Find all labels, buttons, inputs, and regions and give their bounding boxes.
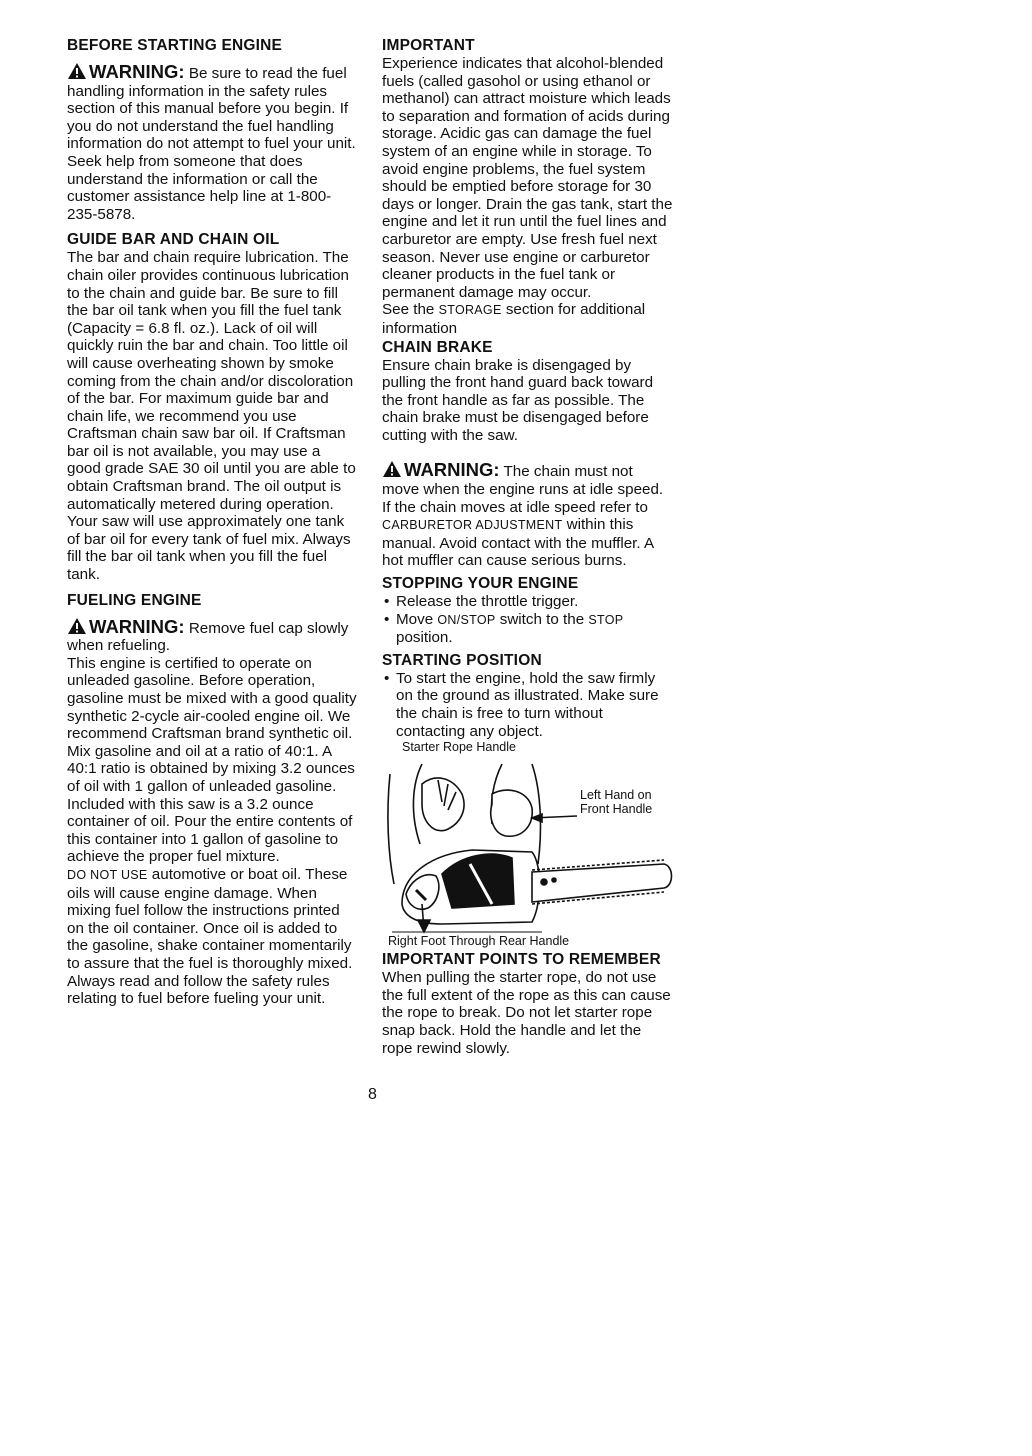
points-heading: IMPORTANT POINTS TO REMEMBER <box>382 951 661 969</box>
fueling-text: This engine is certified to operate on unleaded gasoline. Before operation, gasoline must be mixed with a good quality synthetic 2-cycle air-cooled engine oil. We recommend Craftsman brand synthetic oil. Mix gasoline and oil at a ratio of 40:1. A 40:1 ratio is obtained by mixing 3.2 ounces of oil with 1 gallon of unleaded gasoline. Included with this saw is a 3.2 ounce container of oil. Pour the entire contents of this container into 1 gallon of gasoline to achieve the proper fuel mixture. <box>67 654 357 866</box>
stop-label: STOP <box>588 612 624 627</box>
chain-warning-text-2: within this manual. Avoid contact with the muffler. A hot muffler can cause serious burns. <box>382 516 654 570</box>
guide-bar-text: The bar and chain require lubrication. The chain oiler provides continuous lubrication to the chain and guide bar. Be sure to fill the bar oil tank when you fill the fuel tank (Capacity = 6.8 fl. oz.). Lack of oil will quickly ruin the bar and chain. Too little oil will cause overheating shown by smoke coming from the chain and/or discoloration of the bar. For maximum guide bar and chain life, we recommend you use Craftsman chain saw bar oil. If Craftsman bar oil is not available, you may use a good grade SAE 30 oil until you are able to obtain Craftsman brand. The oil output is automatically metered during operation. Your saw will use approximately one tank of bar oil for every tank of fuel mix. Always fill the bar oil tank when you fill the fuel tank. <box>67 249 356 584</box>
warning-triangle-icon <box>67 62 87 80</box>
caption-right-foot: Right Foot Through Rear Handle <box>388 934 570 949</box>
storage-label: STORAGE <box>438 303 502 318</box>
starting-position-figure <box>382 740 674 948</box>
caption-starter-rope: Starter Rope Handle <box>402 740 516 755</box>
carburetor-adjustment-label: CARBURETOR ADJUSTMENT <box>382 518 563 533</box>
on-stop-label: ON/STOP <box>437 612 496 627</box>
do-not-use-paragraph <box>67 866 357 1008</box>
stop-item-text: position. <box>396 629 453 647</box>
important-text: Experience indicates that alcohol-blended fuels (called gasohol or using ethanol or methanol) can attract moisture which leads to separation and formation of acids during storage. Acidic gas can damage the fuel system of an engine while in storage. To avoid engine problems, the fuel system should be emptied before storage for 30 days or longer. Drain the gas tank, start the engine and let it run until the fuel lines and carburetor are empty. Use fresh fuel next season. Never use engine or carburetor cleaner products in the fuel tank or permanent damage may occur. <box>382 55 673 301</box>
stopping-heading: STOPPING YOUR ENGINE <box>382 575 579 593</box>
fueling-warning-paragraph <box>67 617 357 655</box>
before-starting-heading: BEFORE STARTING ENGINE <box>67 37 283 54</box>
starting-heading: STARTING POSITION <box>382 651 542 669</box>
chain-warning-paragraph <box>382 460 674 570</box>
right-column <box>382 36 674 1057</box>
do-not-use-label: DO NOT USE <box>67 867 148 882</box>
see-rest-text: section for additional information <box>382 301 646 337</box>
left-column <box>67 36 357 1008</box>
stopping-list <box>382 593 674 647</box>
starting-list <box>382 670 674 740</box>
chainsaw-illustration <box>382 754 674 949</box>
list-item: • To start the engine, hold the saw firmly on the ground as illustrated. Make sure the chain is free to turn without contacting any object. <box>382 670 674 740</box>
stop-item-text: switch to the <box>499 610 585 628</box>
warning-label: WARNING: <box>89 615 185 637</box>
stop-item-text: Move <box>396 610 434 628</box>
fueling-warning-text: Remove fuel cap slowly when refueling. <box>67 619 349 655</box>
warning-triangle-icon <box>382 460 402 478</box>
chain-warning-text-1: The chain must not move when the engine runs at idle speed. If the chain moves at idle speed refer to <box>382 463 664 516</box>
page-number: 8 <box>368 1086 377 1103</box>
important-heading: IMPORTANT <box>382 37 475 54</box>
warning-triangle-icon <box>67 617 87 635</box>
see-storage-paragraph <box>382 301 674 337</box>
see-the-text: See the <box>382 301 435 319</box>
list-item: • Release the throttle trigger. <box>382 593 674 611</box>
fueling-heading: FUELING ENGINE <box>67 591 202 609</box>
chain-brake-text: Ensure chain brake is disengaged by pulling the front hand guard back toward the front handle as far as possible. The chain brake must be disengaged before cutting with the saw. <box>382 356 654 444</box>
chain-brake-heading: CHAIN BRAKE <box>382 338 493 356</box>
do-not-use-text: automotive or boat oil. These oils will cause engine damage. When mixing fuel follow the instructions printed on the oil container. Once oil is added to the gasoline, shake container momentarily to assure that the fuel is thoroughly mixed. Always read and follow the safety rules relating to fuel before fueling your unit. <box>67 865 353 1008</box>
warning-label: WARNING: <box>404 459 500 481</box>
guide-bar-heading: GUIDE BAR AND CHAIN OIL <box>67 231 280 249</box>
list-item <box>382 611 674 647</box>
caption-left-hand: Left Hand on Front Handle <box>580 788 653 817</box>
before-warning-paragraph <box>67 62 357 223</box>
before-warning-text: Be sure to read the fuel handling information in the safety rules section of this manual before you begin. If you do not understand the fuel handling information do not attempt to fuel your unit. Seek help from someone that does understand the information or call the customer assistance help line at 1-800-235-5878. <box>67 65 356 223</box>
warning-label: WARNING: <box>89 61 185 82</box>
points-text: When pulling the starter rope, do not use the full extent of the rope as this can cause the rope to break. Do not let starter rope snap back. Hold the handle and let the rope rewind slowly. <box>382 969 671 1057</box>
